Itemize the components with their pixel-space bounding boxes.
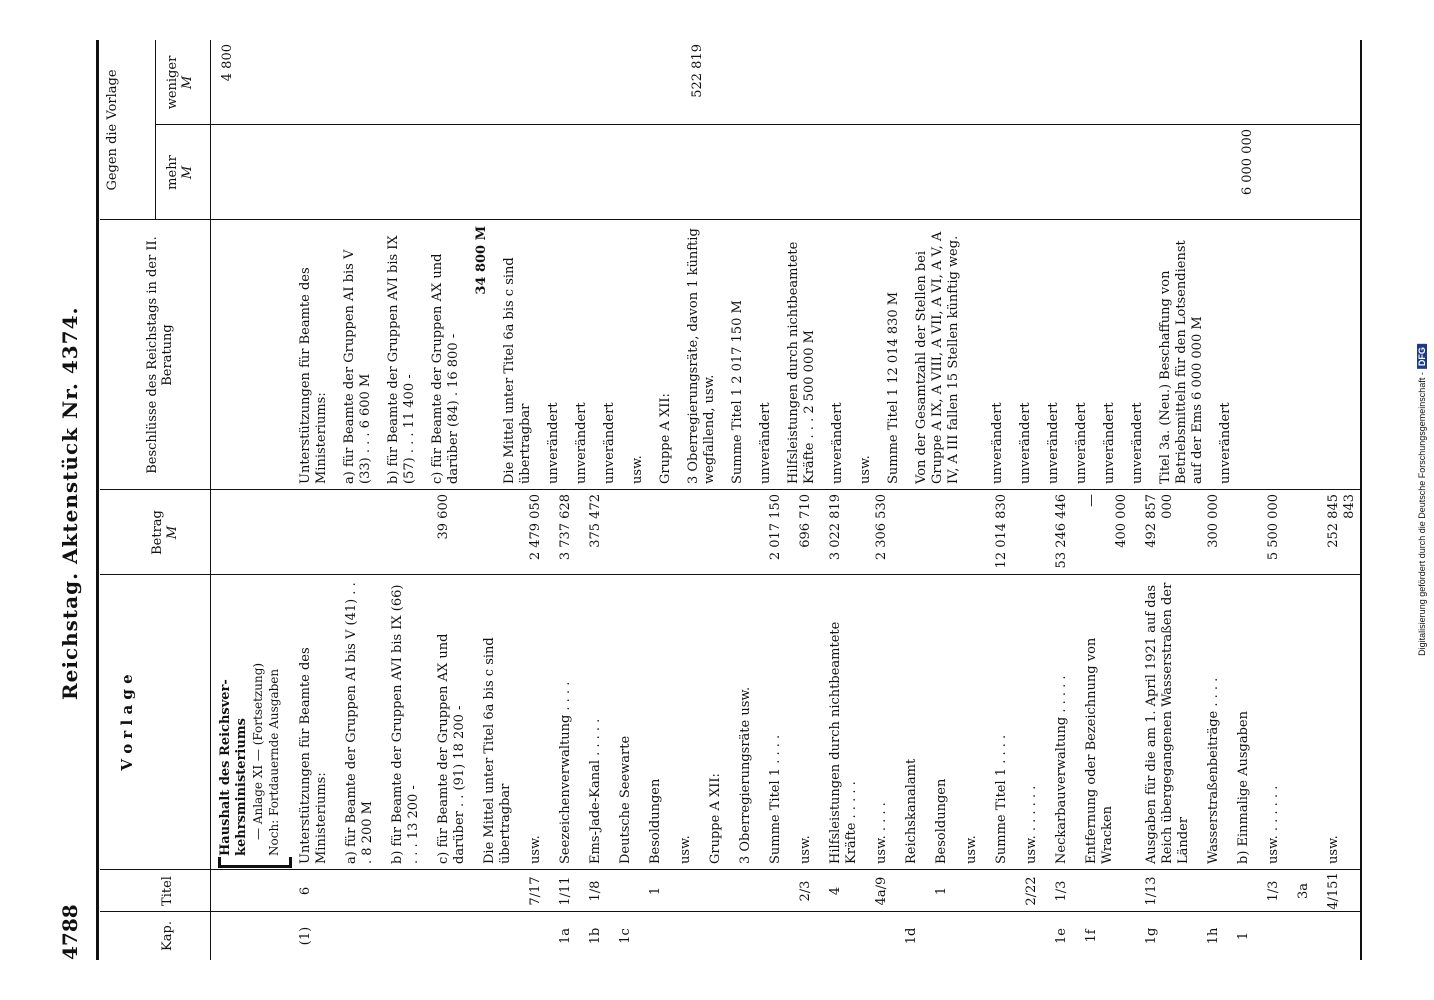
kap-cell: 1	[1236, 931, 1251, 941]
kap-cell: 1g	[1144, 927, 1159, 945]
beschluss-text-cell: Summe Titel 1 12 014 830 M	[886, 291, 901, 484]
bottom-rule	[1360, 40, 1362, 960]
beschluss-text-cell: Titel 3a. (Neu.) Beschaffung von Betriebsmitteln für den Lotsendienst auf der Ems 6 000 000 M	[1158, 240, 1205, 484]
titel-cell: 7/17	[528, 876, 543, 906]
vorlage-text-cell: Hilfsleistungen durch nichtbeamtete Kräfte . . . . .	[828, 621, 859, 864]
vorlage-text-cell: usw.	[528, 835, 543, 864]
weniger-value-1: 4 800	[220, 44, 235, 82]
vorlage-text-cell: Besoldungen	[648, 778, 663, 864]
col-titel: Titel	[160, 876, 175, 906]
beschluss-text-cell: Hilfsleistungen durch nichtbeamtete Kräfte . . . 2 500 000 M	[786, 241, 817, 484]
titel-cell: 2/22	[1024, 876, 1039, 906]
vorlage-text-cell: Ausgaben für die am 1. April 1921 auf das Reich übergegangenen Wasserstraßen der Länder	[1144, 582, 1191, 864]
vorlage-text-cell: Ems-Jade-Kanal . . . . .	[588, 718, 603, 864]
vorlage-text-cell: Deutsche Seewarte	[618, 735, 633, 864]
titel-cell: 3a	[1296, 882, 1311, 900]
titel-cell: 1/8	[588, 880, 603, 902]
vorlage-text-cell: usw.	[798, 835, 813, 864]
titel-cell: 4	[828, 886, 843, 896]
beschluss-text-cell: unverändert	[1102, 402, 1117, 484]
col-mehr: mehr M	[165, 155, 195, 190]
betrag-cell: 492 857 000	[1144, 494, 1175, 548]
col-weniger: weniger M	[165, 55, 195, 110]
betrag-cell: 2 306 530	[874, 494, 889, 561]
block-heading-3: — Anlage XI — (Fortsetzung)	[251, 662, 265, 840]
vorlage-text-cell: Wasserstraßenbeiträge . . . .	[1206, 677, 1221, 864]
betrag-cell: 2 017 150	[768, 494, 783, 561]
titel-cell: 1/13	[1144, 876, 1159, 906]
betrag-cell: 375 472	[588, 494, 603, 548]
titel-cell: 1	[934, 886, 949, 896]
mehr-value-1: 6 000 000	[1240, 129, 1255, 196]
kap-cell: 1h	[1206, 927, 1221, 945]
vorlage-text-cell: Summe Titel 1 . . . .	[994, 734, 1009, 864]
vorlage-text-cell: Reichskanalamt	[904, 758, 919, 864]
vorlage-text-cell: b) Einmalige Ausgaben	[1236, 711, 1251, 864]
beschluss-text-cell: unverändert	[602, 402, 617, 484]
vorlage-text-cell: Entfernung oder Bezeichnung von Wracken	[1084, 637, 1115, 864]
col-gegen: Gegen die Vorlage	[105, 69, 120, 191]
vorlage-text-cell: usw.	[1326, 835, 1341, 864]
vorlage-text-cell: 3 Oberregierungsräte usw.	[738, 686, 753, 864]
col-beschluesse: Beschlüsse des Reichstags in der II. Beratung	[145, 236, 175, 474]
beschluss-text-cell: unverändert	[830, 402, 845, 484]
kap-cell: 1f	[1084, 929, 1099, 943]
budget-table	[100, 40, 1360, 960]
col-betrag: Betrag M	[150, 510, 180, 555]
beschluss-text-cell: unverändert	[1130, 402, 1145, 484]
titel-cell: 1/3	[1054, 880, 1069, 902]
heading-bracket	[218, 857, 292, 868]
titel-cell: 1	[648, 886, 663, 896]
beschluss-text-cell: 34 800 M	[474, 226, 489, 295]
top-rule	[96, 40, 99, 960]
titel-cell: 2/3	[798, 880, 813, 902]
beschluss-text-cell: unverändert	[758, 402, 773, 484]
vorlage-text-cell: Seezeichenverwaltung . . . .	[558, 681, 573, 864]
beschluss-text-cell: Gruppe A XII:	[658, 393, 673, 484]
page-number: 4788	[58, 904, 82, 960]
vorlage-text-cell: usw. . . . .	[874, 802, 889, 864]
block-heading-1: Haushalt des Reichsver-	[218, 679, 233, 856]
beschluss-text-cell: usw.	[630, 455, 645, 484]
betrag-cell: 5 500 000	[1266, 494, 1281, 561]
titel-cell: 6	[298, 886, 313, 896]
vorlage-text-cell: usw.	[964, 835, 979, 864]
beschluss-text-cell: unverändert	[546, 402, 561, 484]
page-title: Reichstag. Aktenstück Nr. 4374.	[58, 306, 82, 700]
beschluss-text-cell: a) für Beamte der Gruppen AI bis V (33) . . . 6 600 M	[342, 249, 373, 484]
dfg-logo: DFG	[1417, 344, 1427, 369]
betrag-cell: 300 000	[1206, 494, 1221, 548]
beschluss-text-cell: unverändert	[990, 402, 1005, 484]
vorlage-text-cell: Summe Titel 1 . . . .	[768, 734, 783, 864]
titel-cell: 4a/9	[874, 876, 889, 906]
vorlage-text-cell: usw. . . . . . .	[1266, 785, 1281, 864]
vorlage-text-cell: c) für Beamte der Gruppen AX und darüber . . (91) 18 200 -	[436, 633, 467, 864]
vorlage-text-cell: usw.	[678, 835, 693, 864]
kap-cell: 1d	[904, 927, 919, 945]
betrag-cell: 400 000	[1114, 494, 1129, 548]
side-note-text: Digitalisierung gefördert durch die Deutsche Forschungsgemeinschaft -	[1417, 372, 1427, 656]
vorlage-text-cell: b) für Beamte der Gruppen AVI bis IX (66) . . . 13 200 -	[390, 584, 421, 864]
betrag-cell: 3 022 819	[828, 494, 843, 561]
betrag-cell: 12 014 830	[994, 494, 1009, 569]
col-kap: Kap.	[160, 921, 175, 951]
betrag-cell: 252 845 843	[1326, 494, 1357, 548]
kap-cell: (1)	[298, 926, 313, 946]
beschluss-text-cell: Unterstützungen für Beamte des Ministeriums:	[298, 267, 329, 484]
beschluss-text-cell: Summe Titel 1 2 017 150 M	[730, 300, 745, 484]
beschluss-text-cell: unverändert	[1046, 402, 1061, 484]
beschluss-text-cell: c) für Beamte der Gruppen AX und darüber (84) . 16 800 -	[430, 253, 461, 484]
vorlage-text-cell: Neckarbauverwaltung . . . . .	[1054, 675, 1069, 864]
betrag-cell: 3 737 628	[558, 494, 573, 561]
weniger-value-2: 522 819	[690, 44, 705, 98]
beschluss-text-cell: unverändert	[574, 402, 589, 484]
betrag-cell: 696 710	[798, 494, 813, 548]
block-heading-4: Noch: Fortdauernde Ausgaben	[267, 668, 281, 856]
betrag-cell: 53 246 446	[1054, 494, 1069, 569]
betrag-cell: —	[1084, 494, 1099, 507]
beschluss-text-cell: usw.	[858, 455, 873, 484]
beschluss-text-cell: Von der Gesamtzahl der Stellen bei Gruppe A IX, A VIII, A VII, A VI, A V, A IV, A III fallen 15 Stellen künftig weg.	[914, 231, 961, 484]
kap-cell: 1e	[1054, 928, 1069, 944]
betrag-cell: 39 600	[436, 494, 451, 540]
beschluss-text-cell: b) für Beamte der Gruppen AVI bis IX (57) . . . 11 400 -	[386, 235, 417, 484]
titel-cell: 1/3	[1266, 880, 1281, 902]
vorlage-text-cell: Gruppe A XII:	[708, 773, 723, 864]
titel-cell: 4/151	[1326, 872, 1341, 910]
beschluss-text-cell: unverändert	[1018, 402, 1033, 484]
beschluss-text-cell: unverändert	[1218, 402, 1233, 484]
vorlage-text-cell: Die Mittel unter Titel 6a bis c sind übertragbar	[482, 637, 513, 864]
page-header	[40, 30, 80, 960]
vorlage-text-cell: a) für Beamte der Gruppen AI bis V (41) . . . 8 200 M	[344, 582, 375, 864]
block-heading-2: kehrsministeriums	[234, 718, 249, 856]
kap-cell: 1b	[588, 927, 603, 945]
beschluss-text-cell: unverändert	[1074, 402, 1089, 484]
vorlage-text-cell: Unterstützungen für Beamte des Ministeriums:	[298, 647, 329, 864]
betrag-cell: 2 479 050	[528, 494, 543, 561]
kap-cell: 1a	[558, 927, 573, 945]
vorlage-text-cell: Besoldungen	[934, 778, 949, 864]
titel-cell: 1/11	[558, 876, 573, 906]
beschluss-text-cell: 3 Oberregierungsräte, davon 1 künftig wegfallend, usw.	[686, 228, 717, 484]
beschluss-text-cell: Die Mittel unter Titel 6a bis c sind übertragbar	[502, 257, 533, 484]
vorlage-text-cell: usw. . . . . . .	[1024, 785, 1039, 864]
kap-cell: 1c	[618, 928, 633, 944]
col-vorlage: V o r l a g e	[118, 674, 136, 771]
